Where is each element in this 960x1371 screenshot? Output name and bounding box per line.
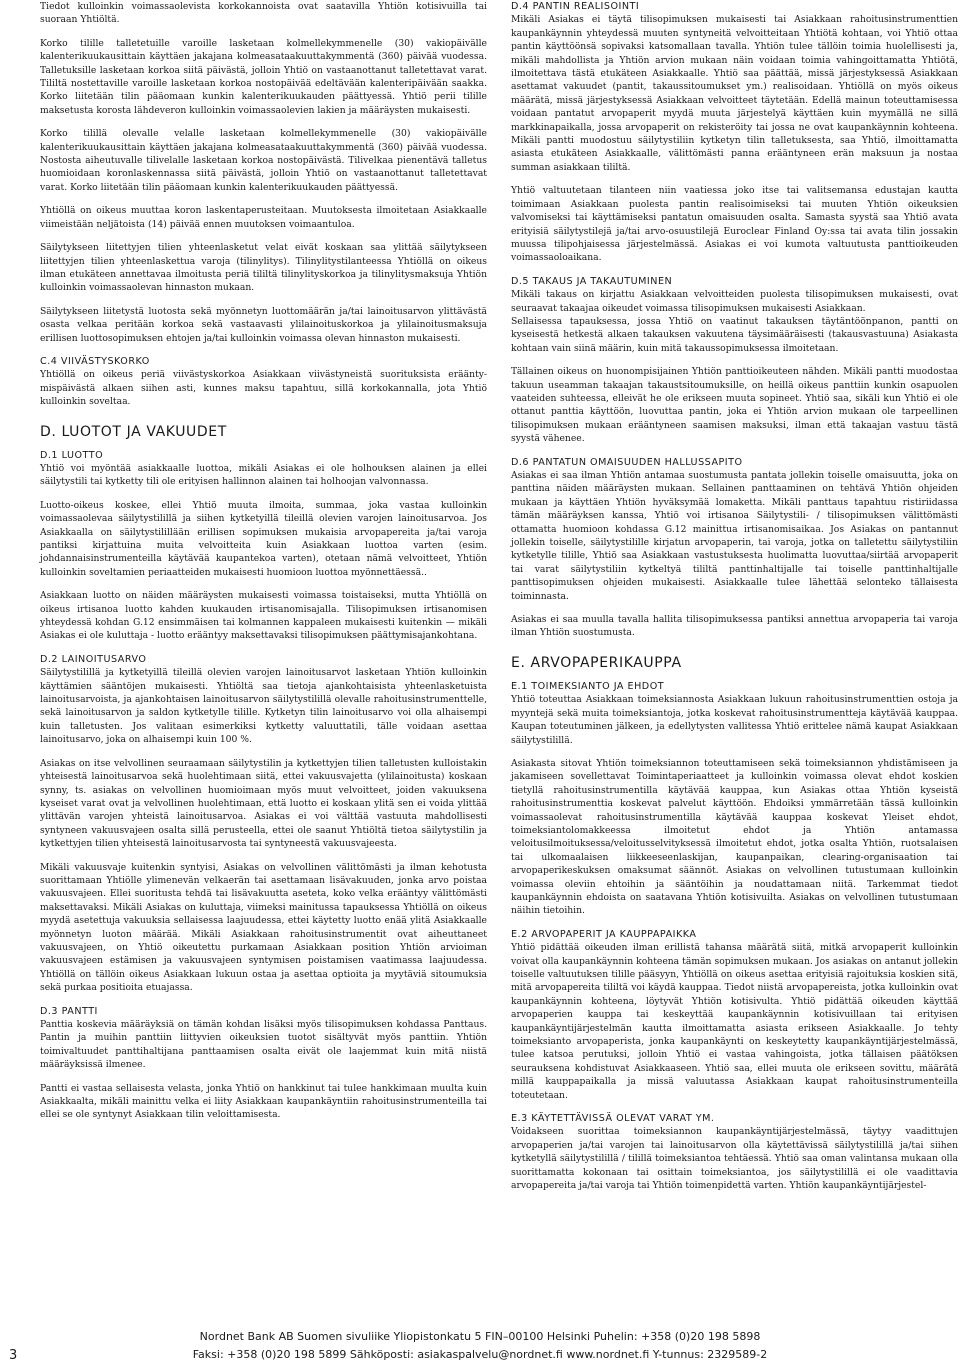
paragraph: Säilytykseen liitetystä luotosta sekä myönnetyn luottomäärän ja/tai lainoitusarvon ylittävästä osasta velkaa peritään korkoa sekä vastaavasti ylilainoituskorkoa ja ylilainoitusmaksuja erillisen luottosopimuksen ehtojen ja/tai kulloinkin voimassa olevan hinnaston mukaisesti. <box>40 305 487 344</box>
paragraph: Voidakseen suorittaa toimeksiannon kaupankäyntijärjestelmässä, täytyy vaadittujen arvopaperien ja/tai varojen tai lainoitusarvon olla käytettävissä säilytystilillä ja/tai siihen kytketyllä säilytystilillä / tilillä toimeksiantoa tehtäessä. Yhtiö saa oman valintansa mukaan olla suorittamatta kokonaan tai osittain toimeksiantoa, jos säilytystilillä ei ole vaadittavia arvopapereita ja/tai varoja tai Yhtiön toimenpidettä varten. Yhtiön kaupankäyntijärjestel- <box>511 1126 958 1192</box>
section-heading-d1: D.1 LUOTTO <box>40 449 104 461</box>
paragraph: Tiedot kulloinkin voimassaolevista korkokannoista ovat saatavilla Yhtiön kotisivuilla tai suoraan Yhtiöltä. <box>40 1 487 26</box>
paragraph: Sellaisessa tapauksessa, jossa Yhtiö on vaatinut takauksen täytäntöönpanon, pantti on kyseisestä hetkestä alkaen takauksen vakuutena täysimääräisesti (takausvastuuna) Asiakasta kohtaan vain siinä määrin, kuin mitä takaussopimuksessa ilmoitetaan. <box>511 315 958 354</box>
section-heading-e1: E.1 TOIMEKSIANTO JA EHDOT <box>511 680 665 692</box>
paragraph: Asiakas ei saa ilman Yhtiön antamaa suostumusta pantata jollekin toiselle omaisuutta, joka on panttina näiden määräysten mukaan. Sellainen panttaaminen on tehtävä Yhtiön ohjeiden mukaan ja käyttäen Yhtiön hyväksymää lomaketta. Mikäli panttaus tapahtuu ristiriidassa tämän määräyksen kanssa, Yhtiö voi irtisanoa Säilytystili- / tilisopimuksen välittömästi ottamatta huomioon kohdassa G.12 mainittua irtisanomisaikaa. Jos Asiakas on pantannut jollekin toiselle, säilytystilille kirjatun arvopaperin, tai varoja, jotka on talletettu säilytystiliin kytketylle tilille, Yhtiö saa Asiakkaan vastustuksesta huolimatta luovuttaa/siirtää arvopaperit tai varat säilytystiliin kytkeltyä tililtä panttinhaltijalle tai toiselle panttinhaltijalle panttisopimuksen ohjeiden mukaisesti. Asiakkaalle tulee lähettää selonteko tällaisesta toiminnasta. <box>511 470 958 602</box>
section-heading-d4: D.4 PANTIN REALISOINTI <box>511 1 640 12</box>
chapter-heading-e: E. ARVOPAPERIKAUPPA <box>511 654 682 671</box>
paragraph: Mikäli Asiakas ei täytä tilisopimuksen mukaisesti tai Asiakkaan rahoitusinstrumenttien kaupankäynnin yhteydessä muuten syntyneitä velvoitteitaan Yhtiötä kohtaan, voi Yhtiö ottaa pantin käyttöönsä sopivaksi katsomallaan tavalla. Yhtiön tulee tällöin toimia huolellisesti ja, mikäli mahdollista ja Yhtiön arvion mukaan näin voidaan toimia vahingoittamatta Yhtiötä, ilmoitettava tästä etukäteen Asiakkaalle. Yhtiö saa päättää, missä järjestyksessä Asiakkaan asettamat vakuudet (pantit, takaussitoumukset ym.) realisoidaan. Yhtiöllä on myös oikeus määrätä, missä järjestyksessä Asiakkaan velvoitteet täytetään. Edellä mainun toteuttamisessa voidaan pantatut arvopaperit myydä muuta järjestelyä käyttäen kuin myymällä ne sillä markkinapaikalla, jossa arvopaperit on rekisteröity tai jossa ne ovat kaupankäynnin kohteena. Mikäli pantti muodostuu säilytystiliin kytketyn tilin talletuksesta, saa Yhtiö, ilmoittamatta asiasta etukäteen Asiakkaalle, välittömästi panna erääntyneen erän maksuun ja nostaa summan asiakkaan tililtä. <box>511 14 958 173</box>
paragraph: Luotto-oikeus koskee, ellei Yhtiö muuta ilmoita, summaa, joka vastaa kulloinkin voimassaolevaa säilytystilillä ja siihen kytketyillä tileillä olevien varojen lainoitusarvoa. Jos Asiakkaalla on säilytystilillään erillisen sopimuksen mukaisia arvopapereita ja/tai varoja pantiksi kirjattuina muita velvoitteita kuin Asiakkaan luottoa varten (esim. johdannaisinstrumenteilla käytävää kaupantekoa varten), otetaan nämä velvoitteet, Yhtiön kulloinkin soveltamien periaatteiden mukaisesti huomioon luottoa myönnettäessä.. <box>40 499 487 578</box>
section-heading-d3: D.3 PANTTI <box>40 1005 98 1017</box>
section-heading-e3: E.3 KÄYTETTÄVISSÄ OLEVAT VARAT YM. <box>511 1113 715 1125</box>
paragraph: Asiakasta sitovat Yhtiön toimeksiannon toteuttamiseen sekä toimeksiannon yhdistämiseen ja jakamiseen sovellettavat Toimintaperiaatteet ja kulloinkin voimassa olevat ehdot koskien tietyllä rahoitusinstrumentilla käytävää kauppaa, kun Asiakas ottaa Yhtiön kyseistä rahoitusinstrumenttia koskevat palvelut käyttöön. Ehdoiksi ymmärretään tässä kulloinkin voimassaolevat rahoitusinstrumentilla käytävää kauppaa koskevat Yleiset ehdot, toimeksiantolomakkeessa ilmoitetut ehdot ja Yhtiön antamassa veloitusilmoituksessa/veloitusselvityksessä ilmoitetut ehdot, jotka osalta Yhtiön, ruotsalaisen tai ulkomaalaisen liikkeeseenlaskijan, kaupanpaikan, clearing-organisaation tai arvopaperikeskuksen omaksumat säännöt. Asiakas on velvollinen tutustumaan kulloinkin voimassa oleviin ehtoihin ja sääntöihin ja noudattamaan niitä. Tarkemmat tiedot kaupankäynnin ehdoista on saatavana Yhtiön kotisivuilta. Asiakas on velvollinen tutustumaan näihin tietoihin. <box>511 757 958 917</box>
paragraph: Yhtiöllä on oikeus periä viivästyskorkoa Asiakkaan viivästyneistä suorituksista erääntymispäivästä alkaen siihen asti, kunnes maksu tapahtuu, sillä korkokannalla, jota Yhtiö kulloinkin soveltaa. <box>40 369 487 408</box>
section-heading-d2: D.2 LAINOITUSARVO <box>40 653 147 665</box>
paragraph: Säilytykseen liitettyjen tilien yhteenlasketut velat eivät koskaan saa ylittää säilytykseen liitettyjen tilien yhteenlaskettua varoja (tilinylitys). Tilinylitystilanteessa Yhtiöllä on oikeus ilman etukäteen annettavaa ilmoitusta periä tililtä tilinylityskorkoa ja tilinylitysmaksuja Yhtiön kulloinkin voimassaolevan hinnaston mukaan. <box>40 242 487 294</box>
right-column <box>511 0 958 1203</box>
chapter-heading-d: D. LUOTOT JA VAKUUDET <box>40 423 227 440</box>
paragraph: Mikäli takaus on kirjattu Asiakkaan velvoitteiden puolesta tilisopimuksen mukaisesti, ovat seuraavat takaajaa oikeudet voimassa tilisopimuksen mukaisesti Asiakkaan. <box>511 289 958 314</box>
paragraph: Panttia koskevia määräyksiä on tämän kohdan lisäksi myös tilisopimuksen kohdassa Panttaus. Pantin ja muihin panttiin liittyvien oikeuksien tuotot sisältyvät myös panttiin. Yhtiön toimivaltuudet panttihaltijana panttaamisen osalta eivät ole laajemmat kuin mitä niistä määräyksissä ilmenee. <box>40 1019 487 1071</box>
paragraph: Yhtiö toteuttaa Asiakkaan toimeksiannosta Asiakkaan lukuun rahoitusinstrumenttien ostoja ja myyntejä sekä muita toimeksiantoja, jotka koskevat rahoitusinstrumentteja käytävää kauppaa. Kaupan toteutuminen jälkeen, ja edellytysten vallitessa Yhtiö erittelee nämä kaupat Asiakkaan säilytystilillä. <box>511 694 958 746</box>
paragraph: Yhtiö voi myöntää asiakkaalle luottoa, mikäli Asiakas ei ole holhouksen alainen ja ellei säilytystili tai kytketty tili ole erityisen hallinnon alainen tai holhoojan valvonnassa. <box>40 462 487 488</box>
paragraph: Mikäli vakuusvaje kuitenkin syntyisi, Asiakas on velvollinen välittömästi ja ilman kehotusta suorittamaan Yhtiölle ylimenevän velkaerän tai asettamaan lisävakuuden, jonka arvo poistaa vakuusvajeen. Ellei suoritusta tehdä tai lisävakuutta aseteta, koko velka erääntyy välittömästi maksettavaksi. Mikäli Asiakas on kuluttaja, viimeksi mainitussa tapauksessa Yhtiöllä on oikeus myydä asetettuja vakuuksia sellaisessa laajuudessa, ettei käytetty luotto enää ylitä Asiakkaalle myönnetyn luoton määrää. Mikäli Asiakkaan rahoitusinstrumentit ovat aiheuttaneet vakuusvajeen, on Yhtiö oikeutettu purkamaan Asiakkaan position Yhtiön arvioiman vakuusvajeen estämisen ja vakuusvajeen syntymisen poistamisen vaatimassa laajuudessa. Yhtiöllä on tällöin oikeus Asiakkaan lukuun ostaa ja asettaa optioita ja myytäviä sitoumuksia sekä purkaa positioita etuajassa. <box>40 861 487 994</box>
paragraph: Korko tilillä olevalle velalle lasketaan kolmellekymmenelle (30) vakiopäivälle kalenterikuukausittain käyttäen jakajana kolmeasataakuuttakymmentä (360) päivää vuodessa. Nostosta aiheutuvalle tilivelalle lasketaan korkoa nostopäivästä. Tilivelkaa pienentävä talletus huomioidaan koronlaskennassa siitä päivästä, jolloin Yhtiö on vastaanottanut talletettavat varat. Korko liitetään tilin pääomaan kunkin kalenterikuukauden päättyessä. <box>40 128 487 193</box>
paragraph: Yhtiö pidättää oikeuden ilman erillistä tahansa määrätä siitä, mitkä arvopaperit kulloinkin voivat olla kaupankäynnin kohteena tämän sopimuksen mukaan. Jos asiakas on antanut jollekin toiselle valtuutuksen tilille pääsyyn, Yhtiöllä on oikeus asettaa erityisiä rajoituksia koskien sitä, mitä arvopapereita tililtä voi käydä kauppaa. Tiedot niistä arvopapereista, jotka kulloinkin ovat kaupankäynnin kohteena, löytyvät Yhtiön kotisivulta. Yhtiö pidättää oikeuden käyttää arvopaperien kauppa tai keskeyttää kaupankäynnin kotisivuillaan tai erityisen kaupankäyntijärjestelmän kautta ilmoittamatta asiasta erikseen Asiakkaalle. Jo tehty toimeksianto arvopaperista, jonka kaupankäynti on keskeytetty kaupankäyntijärjestelmässä, tulee katsoa perutuksi, jolloin Yhtiö ei vastaa vahingoista, jotka tällaisen päätöksen seurauksena kohdistuvat Asiakkaaseen. Yhtiö saa, ellei muuta ole erikseen sovittu, määrätä millä kauppapaikalla ja missä valuutassa Asiakkaan kaupat rahoitusinstrumenteilla toteutetaan. <box>511 942 958 1101</box>
paragraph: Pantti ei vastaa sellaisesta velasta, jonka Yhtiö on hankkinut tai tulee hankkimaan muulta kuin Asiakkaalta, mikäli mainittu velka ei liity Asiakkaan kaupankäyntiin rahoitusinstrumenteilla tai ellei se ole syntynyt Asiakkaan tilin veloittamisesta. <box>40 1082 487 1121</box>
paragraph: Asiakas ei saa muulla tavalla hallita tilisopimuksessa pantiksi annettua arvopaperia tai varoja ilman Yhtiön suostumusta. <box>511 614 958 639</box>
paragraph: Tällainen oikeus on huonompisijainen Yhtiön panttioikeuteen nähden. Mikäli pantti muodostaa takuun useamman takaajan takaustsitoumuksille, on heillä oikeus panttiin kunkin osapuolen vaateiden suhteessa, elleivät he ole erikseen muuta sopineet. Yhtiö saa, sikäli kun Yhtiö ei ole ottanut panttia käyttöön, luovuttaa pantin, joka ei Yhtiön arvion mukaan ole tarpeellinen tilisopimuksen mukaan erääntyneen saamisen maksuksi, ilman että takaajan vastuu tästä syystä vähenee. <box>511 366 958 445</box>
page-number: 3 <box>9 1348 18 1363</box>
section-heading-d5: D.5 TAKAUS JA TAKAUTUMINEN <box>511 275 673 287</box>
footer-address-line: Nordnet Bank AB Suomen sivuliike Yliopistonkatu 5 FIN–00100 Helsinki Puhelin: +358 (0)20 198 5898 <box>199 1330 761 1343</box>
section-heading-e2: E.2 ARVOPAPERIT JA KAUPPAPAIKKA <box>511 928 697 940</box>
paragraph: Korko tilille talletetuille varoille lasketaan kolmellekymmenelle (30) vakiopäivälle kalenterikuukausittain käyttäen jakajana kolmeasataakuuttakymmentä (360) päivää vuodessa. Talletuksille lasketaan korkoa siitä päivästä, jolloin Yhtiö on vastaanottanut talletettavat varat. Tililtä nostettaville varoille lasketaan korkoa nostopäivää edeltävään kalenteripäivään saakka. Korko liitetään tilin pääomaan kunkin kalenterikuukauden päättyessä. Yhtiö perii tilille maksetusta korosta lähdeveron kulloinkin voimassaolevien lakien ja määräysten mukaisesti. <box>40 37 487 116</box>
left-column <box>40 0 487 1132</box>
paragraph: Asiakkaan luotto on näiden määräysten mukaisesti voimassa toistaiseksi, mutta Yhtiöllä on oikeus irtisanoa luotto kahden kuukauden irtisanomisajalla. Tilisopimuksen irtisanomisen yhteydessä kohdan G.12 ensimmäisen tai kolmannen kappaleen mukaisesti kuitenkin — mikäli Asiakas ei ole kuluttaja - luotto erääntyy maksettavaksi tilisopimuksen päättymisajankohtana. <box>40 590 487 642</box>
paragraph: Yhtiöllä on oikeus muuttaa koron laskentaperusteitaan. Muutoksesta ilmoitetaan Asiakkaalle viimeistään neljätoista (14) päivää ennen muutoksen voimaantuloa. <box>40 205 487 230</box>
section-heading-c4: C.4 VIIVÄSTYSKORKO <box>40 355 150 367</box>
paragraph: Säilytystilillä ja kytketyillä tileillä olevien varojen lainoitusarvot lasketaan Yhtiön kulloinkin käyttämien sääntöjen mukaisesti. Yhtiöltä saa tietoja ajankohtaisista yhteenlasketuista lainoitusarvoista, ja ajankohtaisen lainoitusarvon säilytystilillä olevalle rahoitusinstrumenttelle, sekä lainoitusarvon ja saldon kytketylle tilille. Kytketyn tilin lainoitusarvo voi olla alhaisempi kuin talletusten. Jos valitaan esimerkiksi kytketty valuuttatili, tälle voidaan asettaa lainoitusarvo, joka on alhaisempi kuin 100 %. <box>40 667 487 746</box>
footer-contact-line: Faksi: +358 (0)20 198 5899 Sähköposti: asiakaspalvelu@nordnet.fi www.nordnet.fi Y-tunnus: 2329589-2 <box>192 1348 768 1361</box>
paragraph: Yhtiö valtuutetaan tilanteen niin vaatiessa joko itse tai valitsemansa edustajan kautta toimimaan Asiakkaan puolesta pantin realisoimiseksi tai muuten Yhtiön oikeuksien valvomiseksi tai käyttämiseksi pantatun omaisuuden osalta. Samasta syystä saa Yhtiö avata erityisiä säilytystilejä ja/tai arvo-osuustilejä Euroclear Finland Oy:ssa tai avata tilin jossakin muussa tilipohjaisessa järjestelmässä. Asiakas ei voi kumota valtuutusta panttioikeuden voimassaoloaikana. <box>511 185 958 264</box>
paragraph: Asiakas on itse velvollinen seuraamaan säilytystilin ja kytkettyjen tilien talletusten kulloistakin yhteisestä lainoitusarvoa sekä huolehtimaan siitä, ettei vakuusvajetta (ylilainoitusta) koskaan synny, ts. asiakas on velvollinen huomioimaan myös muut velvoitteet, joiden vakuuksena kyseiset varat ovat ja velvollinen huolehtimaan, että luotto ei koskaan ylitä sen ei voida ylittää ylittävän varojen yhteistä lainoitusarvoa. Asiakas ei voi välttää vastuuta mahdollisesti syntyneen vakuusvajeen osalta sillä perusteella, ettei ole saanut Yhtiöltä tietoa säilytystilin ja kytkettyjen tilien yhteisestä lainoitusarvosta tai syntyneestä vakuusvajeesta. <box>40 757 487 850</box>
section-heading-d6: D.6 PANTATUN OMAISUUDEN HALLUSSAPITO <box>511 456 743 468</box>
